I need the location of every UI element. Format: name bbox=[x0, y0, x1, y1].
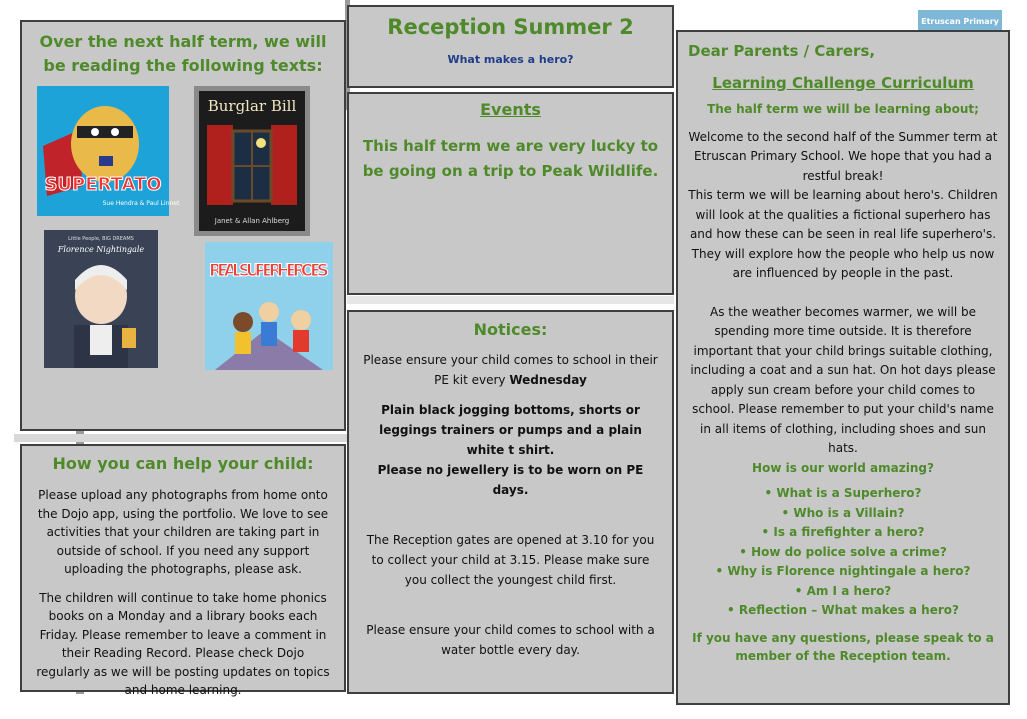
books-panel bbox=[20, 20, 346, 431]
events-text: This half term we are very lucky to be going on a trip to Peak Wildlife. bbox=[362, 137, 659, 180]
book-cover-burglar-bill bbox=[194, 86, 310, 236]
intro-text: Welcome to the second half of the Summer term at Etruscan Primary School. We hope that you had a restful break! bbox=[688, 129, 998, 183]
events-panel bbox=[347, 92, 674, 295]
amazing-heading: How is our world amazing? bbox=[752, 460, 934, 475]
supertato-authors: Sue Hendra & Paul Linnet bbox=[102, 200, 180, 207]
supertato-title: SUPERTATO bbox=[44, 174, 162, 195]
learning-about-heading: The half term we will be learning about; bbox=[707, 102, 979, 116]
question-item: • What is a Superhero? bbox=[688, 484, 998, 504]
notices-panel bbox=[347, 310, 674, 694]
help-text bbox=[34, 486, 332, 700]
page-subtitle: What makes a hero? bbox=[447, 53, 574, 66]
school-logo: Etruscan Primary bbox=[918, 10, 1002, 34]
frame-bar-mid-gap bbox=[347, 296, 674, 304]
burglar-bill-title: Burglar Bill bbox=[207, 97, 297, 115]
real-superheroes-title: REAL SUPERHEROES bbox=[209, 261, 329, 281]
notices-heading: Notices: bbox=[473, 320, 548, 339]
question-item: • Is a firefighter a hero? bbox=[688, 523, 998, 543]
burglar-bill-illustration bbox=[199, 91, 305, 231]
question-item: • How do police solve a crime? bbox=[688, 543, 998, 563]
notices-body bbox=[359, 350, 662, 660]
closing-text: If you have any questions, please speak to a member of the Reception team. bbox=[692, 630, 994, 663]
florence-series: Little People, BIG DREAMS bbox=[68, 236, 134, 242]
real-superheroes-illustration bbox=[205, 242, 333, 370]
florence-illustration bbox=[44, 230, 158, 368]
notice-pe-kit bbox=[359, 350, 662, 390]
page-title: Reception Summer 2 bbox=[387, 15, 634, 39]
burglar-bill-authors: Janet & Allan Ahlberg bbox=[214, 217, 290, 225]
florence-title: Florence Nightingale bbox=[57, 245, 145, 254]
frame-bar-left-gap bbox=[14, 434, 350, 442]
question-item: • Who is a Villain? bbox=[688, 504, 998, 524]
events-heading: Events bbox=[480, 100, 541, 119]
help-paragraph-dojo: Please upload any photographs from home onto the Dojo app, using the portfolio. We love to see activities that your children are taking part in outside of school. If you need any support uploading the photographs, please ask. bbox=[37, 488, 329, 576]
notice-water: Please ensure your child comes to school with a water bottle every day. bbox=[366, 623, 655, 657]
help-heading: How you can help your child: bbox=[52, 454, 314, 473]
notice-jewellery: Please no jewellery is to be worn on PE days. bbox=[377, 463, 644, 497]
question-item: • Why is Florence nightingale a hero? bbox=[688, 562, 998, 582]
book-cover-florence-nightingale bbox=[44, 230, 158, 368]
greeting: Dear Parents / Carers, bbox=[688, 42, 876, 60]
weather-text: As the weather becomes warmer, we will be spending more time outside. It is therefore important that your child brings suitable clothing, including a coat and a sun hat. On hot days please apply sun cream before your child comes to school. Please remember to put your child's name in all items of clothing, including shoes and sun hats. bbox=[690, 304, 996, 455]
help-paragraph-books: The children will continue to take home phonics books on a Monday and a library books each Friday. Please remember to leave a comment in their Reading Record. Please check Dojo regularly as we will be posting updates on topics and home learning. bbox=[36, 590, 330, 697]
book-cover-supertato bbox=[37, 86, 180, 216]
question-item: • Am I a hero? bbox=[688, 582, 998, 602]
topic-text: This term we will be learning about hero's. Children will look at the qualities a fictional superhero has and how these can be seen in real life superhero's. They will explore how the people who help us now are influenced by people in the past. bbox=[688, 188, 998, 280]
notice-gates: The Reception gates are opened at 3.10 for you to collect your child at 3.15. Please make sure you collect the youngest child first. bbox=[366, 533, 655, 587]
question-list bbox=[688, 484, 998, 621]
question-item: • Reflection – What makes a hero? bbox=[688, 601, 998, 621]
notice-pe-prefix: Please ensure your child comes to school in their PE kit every bbox=[363, 353, 658, 387]
help-panel bbox=[20, 444, 346, 697]
notice-pe-day: Wednesday bbox=[509, 373, 587, 387]
curriculum-heading: Learning Challenge Curriculum bbox=[712, 74, 974, 92]
book-cover-real-superheroes bbox=[205, 242, 333, 370]
notice-kit: Plain black jogging bottoms, shorts or leggings trainers or pumps and a plain white t shirt. bbox=[379, 403, 642, 457]
books-heading: Over the next half term, we will be reading the following texts: bbox=[39, 32, 327, 75]
letter-panel bbox=[676, 30, 1010, 705]
letter-body bbox=[688, 40, 998, 665]
supertato-illustration bbox=[37, 86, 180, 216]
title-panel bbox=[347, 5, 674, 88]
